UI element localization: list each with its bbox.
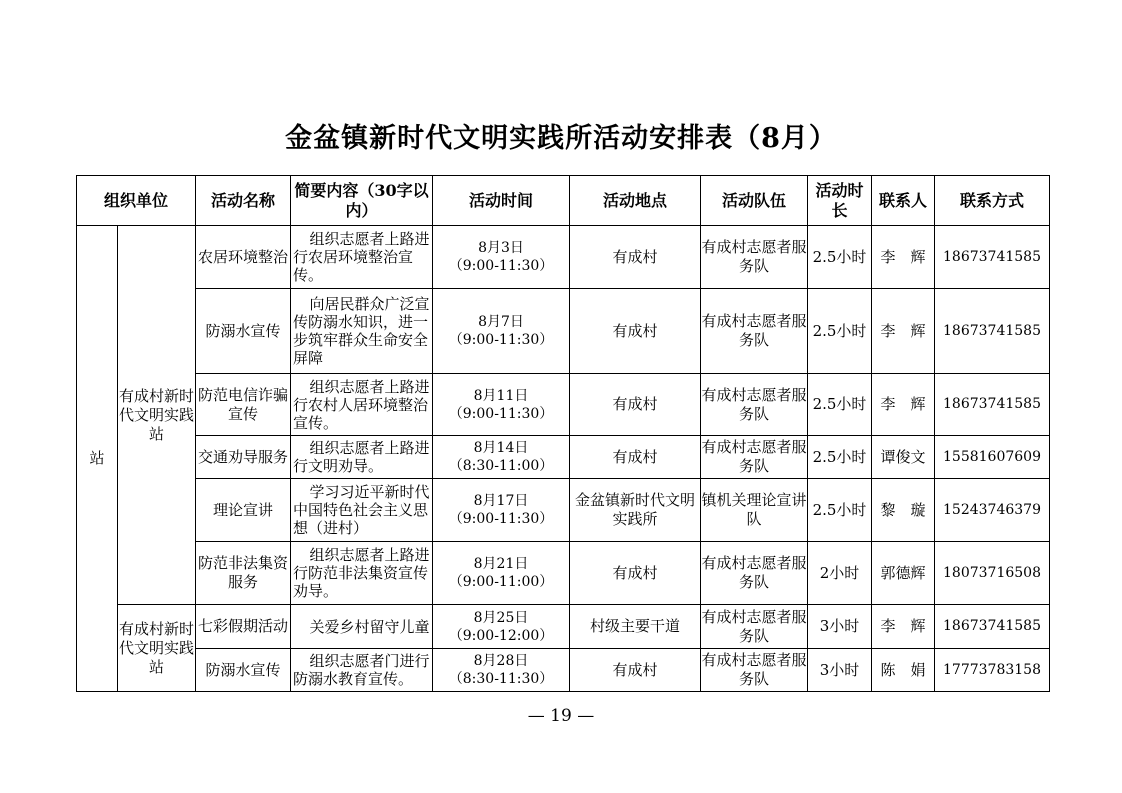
header-phone: 联系方式 bbox=[935, 176, 1050, 226]
activity-time bbox=[433, 479, 570, 542]
header-row bbox=[77, 176, 1050, 226]
header-summary: 简要内容（30字以内） bbox=[291, 176, 433, 226]
table-row bbox=[77, 289, 1050, 374]
activity-place: 有成村 bbox=[570, 542, 701, 605]
activity-name: 防范电信诈骗宣传 bbox=[196, 374, 291, 436]
activity-time bbox=[433, 374, 570, 436]
activity-time bbox=[433, 605, 570, 649]
activity-team: 镇机关理论宣讲队 bbox=[701, 479, 808, 542]
activity-phone: 18673741585 bbox=[935, 605, 1050, 649]
activity-name: 交通劝导服务 bbox=[196, 436, 291, 479]
activity-time bbox=[433, 289, 570, 374]
activity-date: 8月17日 bbox=[473, 493, 529, 509]
header-org: 组织单位 bbox=[77, 176, 196, 226]
activity-name: 防溺水宣传 bbox=[196, 649, 291, 692]
activity-date: 8月25日 bbox=[473, 609, 529, 626]
activity-place: 有成村 bbox=[570, 649, 701, 692]
activity-team: 有成村志愿者服务队 bbox=[701, 605, 808, 649]
activity-duration: 2.5小时 bbox=[808, 374, 872, 436]
activity-phone: 15581607609 bbox=[935, 436, 1050, 479]
table-row bbox=[77, 479, 1050, 542]
activity-phone: 15243746379 bbox=[935, 479, 1050, 542]
activity-team: 有成村志愿者服务队 bbox=[701, 226, 808, 289]
activity-place: 金盆镇新时代文明实践所 bbox=[570, 479, 701, 542]
activity-team: 有成村志愿者服务队 bbox=[701, 289, 808, 374]
activity-place: 有成村 bbox=[570, 436, 701, 479]
activity-duration: 2.5小时 bbox=[808, 226, 872, 289]
activity-contact: 李 辉 bbox=[872, 289, 935, 374]
header-team: 活动队伍 bbox=[701, 176, 808, 226]
activity-summary: 组织志愿者上路进行文明劝导。 bbox=[291, 436, 433, 479]
activity-name: 防范非法集资服务 bbox=[196, 542, 291, 605]
activity-date: 8月3日 bbox=[478, 240, 524, 256]
activity-phone: 18073716508 bbox=[935, 542, 1050, 605]
activity-phone: 17773783158 bbox=[935, 649, 1050, 692]
activity-summary: 组织志愿者上路进行农村人居环境整治宣传。 bbox=[291, 374, 433, 436]
activity-place: 村级主要干道 bbox=[570, 605, 701, 649]
activity-phone: 18673741585 bbox=[935, 226, 1050, 289]
activity-team: 有成村志愿者服务队 bbox=[701, 436, 808, 479]
activity-contact: 谭俊文 bbox=[872, 436, 935, 479]
activity-schedule-table bbox=[76, 175, 1050, 692]
activity-place: 有成村 bbox=[570, 374, 701, 436]
activity-summary: 学习习近平新时代中国特色社会主义思想（进村） bbox=[291, 479, 433, 542]
activity-time bbox=[433, 226, 570, 289]
activity-team: 有成村志愿者服务队 bbox=[701, 542, 808, 605]
activity-place: 有成村 bbox=[570, 226, 701, 289]
activity-time bbox=[433, 542, 570, 605]
activity-contact: 李 辉 bbox=[872, 226, 935, 289]
org-group-cell: 有成村新时代文明实践站 bbox=[118, 605, 196, 692]
header-duration: 活动时长 bbox=[808, 176, 872, 226]
activity-team: 有成村志愿者服务队 bbox=[701, 649, 808, 692]
org-outer-cell: 站 bbox=[77, 226, 118, 692]
activity-time bbox=[433, 649, 570, 692]
activity-team: 有成村志愿者服务队 bbox=[701, 374, 808, 436]
org-group-cell: 有成村新时代文明实践站 bbox=[118, 226, 196, 605]
activity-hours: （9:00-11:30） bbox=[448, 405, 554, 422]
table-row bbox=[77, 374, 1050, 436]
activity-hours: （9:00-11:30） bbox=[448, 332, 554, 348]
header-time: 活动时间 bbox=[433, 176, 570, 226]
activity-name: 防溺水宣传 bbox=[196, 289, 291, 374]
activity-duration: 2小时 bbox=[808, 542, 872, 605]
activity-hours: （9:00-12:00） bbox=[448, 627, 554, 644]
header-contact: 联系人 bbox=[872, 176, 935, 226]
activity-name: 理论宣讲 bbox=[196, 479, 291, 542]
activity-summary: 组织志愿者门进行防溺水教育宣传。 bbox=[291, 649, 433, 692]
activity-summary: 向居民群众广泛宣传防溺水知识，进一步筑牢群众生命安全屏障 bbox=[291, 289, 433, 374]
table-row bbox=[77, 649, 1050, 692]
activity-place: 有成村 bbox=[570, 289, 701, 374]
activity-contact: 李 辉 bbox=[872, 605, 935, 649]
activity-contact: 陈 娟 bbox=[872, 649, 935, 692]
activity-summary: 组织志愿者上路进行防范非法集资宣传劝导。 bbox=[291, 542, 433, 605]
activity-contact: 李 辉 bbox=[872, 374, 935, 436]
table-row bbox=[77, 542, 1050, 605]
table-row bbox=[77, 226, 1050, 289]
activity-duration: 2.5小时 bbox=[808, 436, 872, 479]
activity-contact: 郭德辉 bbox=[872, 542, 935, 605]
table-row bbox=[77, 605, 1050, 649]
activity-duration: 2.5小时 bbox=[808, 289, 872, 374]
activity-date: 8月14日 bbox=[473, 440, 529, 456]
table-row bbox=[77, 436, 1050, 479]
activity-hours: （9:00-11:30） bbox=[448, 258, 554, 274]
activity-phone: 18673741585 bbox=[935, 374, 1050, 436]
activity-duration: 3小时 bbox=[808, 605, 872, 649]
activity-date: 8月28日 bbox=[473, 653, 529, 669]
activity-duration: 3小时 bbox=[808, 649, 872, 692]
activity-time bbox=[433, 436, 570, 479]
activity-contact: 黎 璇 bbox=[872, 479, 935, 542]
activity-hours: （8:30-11:00） bbox=[448, 458, 554, 474]
activity-hours: （9:00-11:30） bbox=[448, 511, 554, 527]
activity-duration: 2.5小时 bbox=[808, 479, 872, 542]
activity-phone: 18673741585 bbox=[935, 289, 1050, 374]
activity-date: 8月21日 bbox=[473, 556, 529, 572]
activity-name: 七彩假期活动 bbox=[196, 605, 291, 649]
activity-hours: （9:00-11:00） bbox=[448, 574, 554, 590]
activity-summary: 组织志愿者上路进行农居环境整治宣传。 bbox=[291, 226, 433, 289]
document-title: 金盆镇新时代文明实践所活动安排表（8月） bbox=[285, 123, 837, 154]
activity-summary: 关爱乡村留守儿童 bbox=[291, 605, 433, 649]
activity-date: 8月11日 bbox=[473, 387, 529, 404]
page-number: — 19 — bbox=[527, 706, 595, 726]
header-place: 活动地点 bbox=[570, 176, 701, 226]
header-name: 活动名称 bbox=[196, 176, 291, 226]
activity-name: 农居环境整治 bbox=[196, 226, 291, 289]
activity-date: 8月7日 bbox=[478, 314, 524, 330]
activity-hours: （8:30-11:30） bbox=[448, 671, 554, 687]
